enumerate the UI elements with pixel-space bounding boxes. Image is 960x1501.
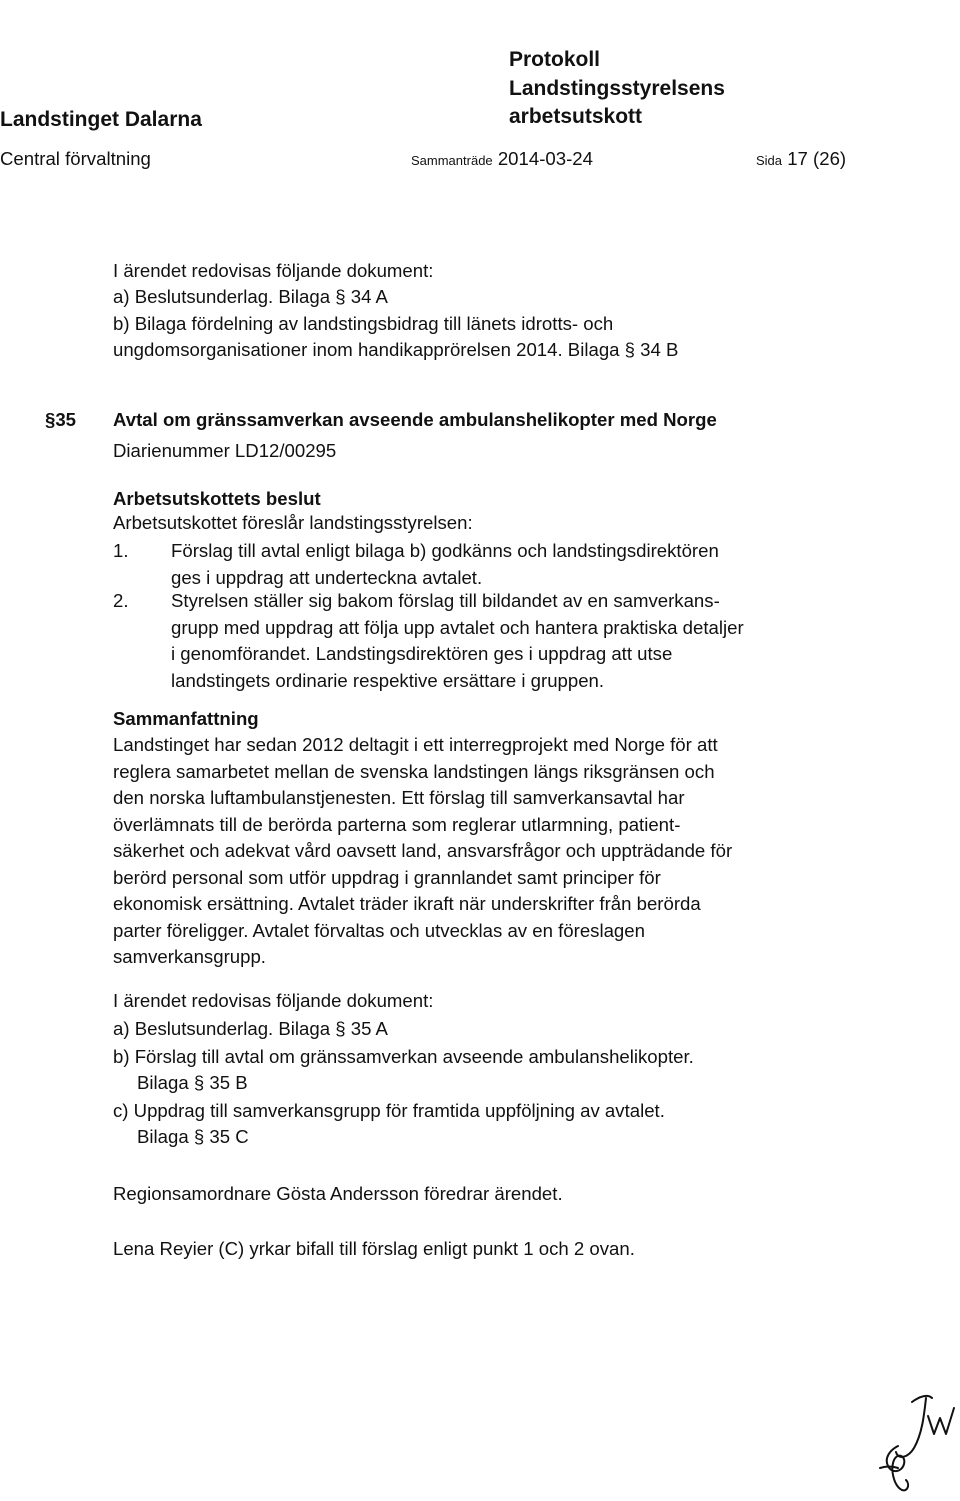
signature-initials (868, 1386, 960, 1496)
page-number: 17 (26) (787, 148, 847, 169)
section-number: §35 (45, 409, 77, 430)
summary-line: den norska luftambulanstjenesten. Ett förslag till samverkansavtal har (113, 787, 685, 808)
list-item: ungdomsorganisationer inom handikapprörelsen 2014. Bilaga § 34 B (113, 339, 679, 360)
committee-name-line2: arbetsutskott (509, 105, 643, 128)
decision-item-1-text (171, 538, 719, 591)
summary-line: parter föreligger. Avtalet förvaltas och utvecklas av en föreslagen (113, 919, 645, 941)
summary-line: reglera samarbetet mellan de svenska landstingen längs riksgränsen och (113, 760, 715, 782)
summary-text (113, 732, 732, 971)
document-item-c: c) Uppdrag till samverkansgrupp för framtida uppföljning av avtalet. (113, 1100, 665, 1121)
meeting-info (411, 146, 593, 175)
meeting-date: 2014-03-24 (497, 148, 593, 169)
decision-line: ges i uppdrag att underteckna avtalet. (171, 566, 483, 588)
decision-line: grupp med uppdrag att följa upp avtalet och hantera praktiska detaljer (171, 616, 744, 638)
document-item-c-attachment: Bilaga § 35 C (137, 1126, 249, 1147)
diarienummer: Diarienummer LD12/00295 (113, 440, 337, 461)
decision-item-1-number: 1. (113, 540, 129, 561)
intro-document-list (113, 284, 678, 364)
document-item-b: b) Förslag till avtal om gränssamverkan avseende ambulanshelikopter. (113, 1046, 694, 1067)
decision-line: landstingets ordinarie respektive ersättare i gruppen. (171, 669, 605, 691)
decision-heading: Arbetsutskottets beslut (113, 488, 321, 509)
committee-name-line1: Landstingsstyrelsens (509, 77, 725, 100)
meeting-label: Sammanträde (411, 153, 493, 168)
decision-intro: Arbetsutskottet föreslår landstingsstyrelsen: (113, 512, 473, 533)
decision-item-2-number: 2. (113, 590, 129, 611)
page-label: Sida (756, 153, 783, 168)
presenter-statement: Regionsamordnare Gösta Andersson föredrar ärendet. (113, 1183, 563, 1204)
summary-line: säkerhet och adekvat vård oavsett land, ansvarsfrågor och uppträdande för (113, 840, 733, 861)
summary-line: överlämnats till de berörda parterna som reglerar utlarmning, patient- (113, 813, 681, 835)
section-title: Avtal om gränssamverkan avseende ambulanshelikopter med Norge (113, 409, 717, 430)
summary-line: ekonomisk ersättning. Avtalet träder ikraft när underskrifter från berörda (113, 893, 701, 914)
list-item: b) Bilaga fördelning av landstingsbidrag till länets idrotts- och (113, 312, 614, 334)
summary-line: samverkansgrupp. (113, 946, 266, 967)
organization-name: Landstinget Dalarna (0, 108, 202, 131)
list-item: a) Beslutsunderlag. Bilaga § 34 A (113, 286, 388, 307)
intro-heading: I ärendet redovisas följande dokument: (113, 260, 434, 281)
decision-line: i genomförandet. Landstingsdirektören ges i uppdrag att utse (171, 643, 673, 664)
page-indicator (756, 146, 846, 175)
decision-line: Förslag till avtal enligt bilaga b) godkänns och landstingsdirektören (171, 540, 719, 561)
summary-line: Landstinget har sedan 2012 deltagit i ett interregprojekt med Norge för att (113, 734, 718, 755)
decision-item-2-text (171, 588, 744, 694)
document-item-a: a) Beslutsunderlag. Bilaga § 35 A (113, 1018, 388, 1039)
document-item-b-attachment: Bilaga § 35 B (137, 1072, 248, 1093)
decision-line: Styrelsen ställer sig bakom förslag till bildandet av en samverkans- (171, 590, 720, 611)
documents-heading: I ärendet redovisas följande dokument: (113, 990, 434, 1011)
department-name: Central förvaltning (0, 148, 151, 169)
summary-line: berörd personal som utför uppdrag i grannlandet samt principer för (113, 866, 661, 888)
summary-heading: Sammanfattning (113, 708, 259, 729)
motion-statement: Lena Reyier (C) yrkar bifall till förslag enligt punkt 1 och 2 ovan. (113, 1238, 635, 1259)
protocol-title: Protokoll (509, 48, 601, 71)
